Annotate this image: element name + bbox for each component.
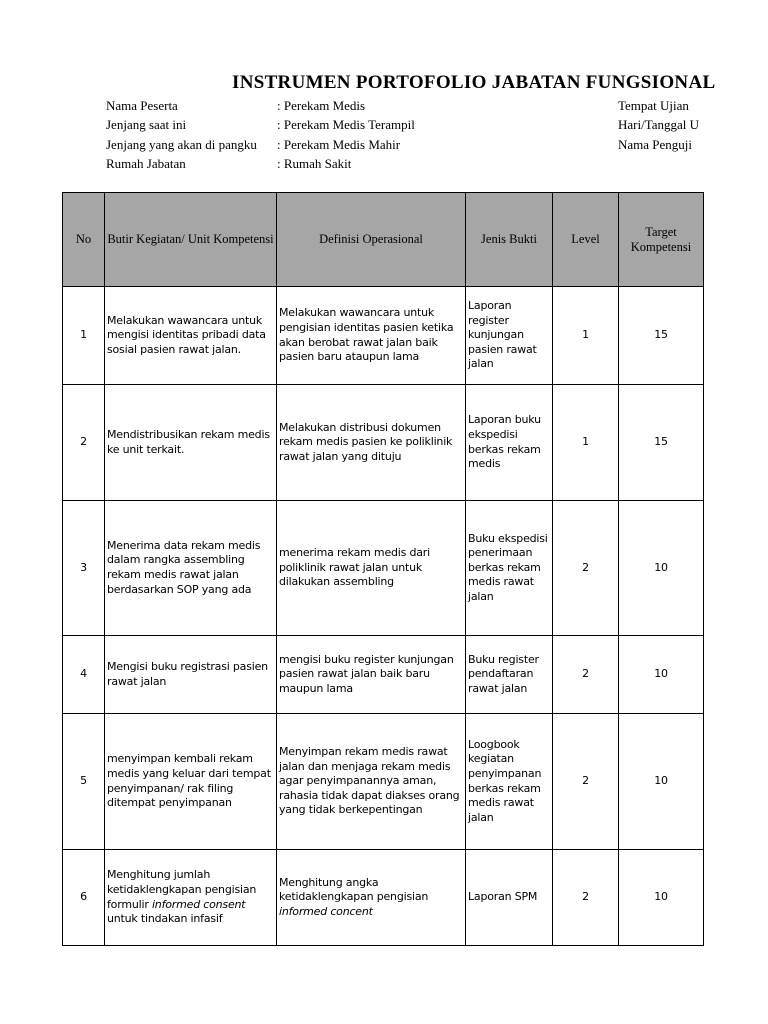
row-jenis-bukti: Buku register pendaftaran rawat jalan: [466, 636, 553, 714]
info-value-rumah-jabatan: : Rumah Sakit: [277, 155, 352, 171]
row-definisi: Melakukan distribusi dokumen rekam medis pasien ke poliklinik rawat jalan yang dituju: [277, 385, 466, 501]
row-jenis-bukti: Buku ekspedisi penerimaan berkas rekam medis rawat jalan: [466, 501, 553, 636]
row-level: 1: [553, 287, 619, 385]
row-butir: Menerima data rekam medis dalam rangka assembling rekam medis rawat jalan berdasarkan SOP yang ada: [105, 501, 277, 636]
row-target: 15: [619, 385, 704, 501]
row-no: 4: [63, 636, 105, 714]
row-definisi: Menyimpan rekam medis rawat jalan dan menjaga rekam medis agar penyimpanannya aman, rahasia tidak dapat diakses orang yang tidak berkepentingan: [277, 714, 466, 850]
row-no: 5: [63, 714, 105, 850]
row-definisi: mengisi buku register kunjungan pasien rawat jalan baik baru maupun lama: [277, 636, 466, 714]
info-label-rumah-jabatan: Rumah Jabatan: [106, 155, 186, 171]
info-value-jenjang-akan: : Perekam Medis Mahir: [277, 136, 401, 152]
row-jenis-bukti: Laporan buku ekspedisi berkas rekam medis: [466, 385, 553, 501]
row-definisi: Menghitung angka ketidaklengkapan pengisian informed concent: [277, 850, 466, 946]
row-no: 1: [63, 287, 105, 385]
row-jenis-bukti: Loogbook kegiatan penyimpanan berkas rekam medis rawat jalan: [466, 714, 553, 850]
table-header-row: [63, 193, 704, 287]
exam-info-labels: [618, 96, 768, 154]
row-definisi: menerima rekam medis dari poliklinik rawat jalan untuk dilakukan assembling: [277, 501, 466, 636]
row-level: 1: [553, 385, 619, 501]
row-level: 2: [553, 850, 619, 946]
row-butir: Mendistribusikan rekam medis ke unit terkait.: [105, 385, 277, 501]
row-butir: Mengisi buku registrasi pasien rawat jalan: [105, 636, 277, 714]
header-butir-kegiatan: Butir Kegiatan/ Unit Kompetensi: [105, 193, 277, 287]
info-label-nama-peserta: Nama Peserta: [106, 98, 178, 113]
header-definisi-operasional: Definisi Operasional: [277, 193, 466, 287]
info-label-jenjang-saat-ini: Jenjang saat ini: [106, 117, 187, 133]
row-level: 2: [553, 636, 619, 714]
row-butir: Melakukan wawancara untuk mengisi identitas pribadi data sosial pasien rawat jalan.: [105, 287, 277, 385]
portfolio-table: [62, 192, 704, 946]
row-target: 10: [619, 636, 704, 714]
table-row: [63, 501, 704, 636]
header-no: No: [63, 193, 105, 287]
row-level: 2: [553, 714, 619, 850]
row-no: 3: [63, 501, 105, 636]
row-jenis-bukti: Laporan SPM: [466, 850, 553, 946]
header-level: Level: [553, 193, 619, 287]
row-definisi: Melakukan wawancara untuk pengisian identitas pasien ketika akan berobat rawat jalan baik pasien baru ataupun lama: [277, 287, 466, 385]
row-butir: menyimpan kembali rekam medis yang keluar dari tempat penyimpanan/ rak filing ditempat penyimpanan: [105, 714, 277, 850]
info-value-jenjang-saat-ini: : Perekam Medis Terampil: [277, 117, 415, 133]
participant-labels: [106, 96, 257, 173]
row-target: 10: [619, 501, 704, 636]
header-target-kompetensi: Target Kompetensi: [619, 193, 704, 287]
info-label-jenjang-akan: Jenjang yang akan di pangku: [106, 136, 257, 152]
row-no: 6: [63, 850, 105, 946]
participant-values: [277, 96, 415, 173]
document-title: INSTRUMEN PORTOFOLIO JABATAN FUNGSIONAL: [232, 72, 716, 93]
row-target: 10: [619, 850, 704, 946]
table-row: [63, 636, 704, 714]
table-row: [63, 714, 704, 850]
table-row: [63, 287, 704, 385]
row-no: 2: [63, 385, 105, 501]
table-row: [63, 850, 704, 946]
row-jenis-bukti: Laporan register kunjungan pasien rawat jalan: [466, 287, 553, 385]
info-value-nama-peserta: : Perekam Medis: [277, 98, 366, 113]
row-target: 10: [619, 714, 704, 850]
row-level: 2: [553, 501, 619, 636]
row-target: 15: [619, 287, 704, 385]
table-row: [63, 385, 704, 501]
header-jenis-bukti: Jenis Bukti: [466, 193, 553, 287]
info-label-hari-tanggal: Hari/Tanggal U: [618, 117, 700, 133]
row-butir: Menghitung jumlah ketidaklengkapan pengisian formulir informed consent untuk tindakan infasif: [105, 850, 277, 946]
info-label-nama-penguji: Nama Penguji: [618, 136, 693, 152]
info-label-tempat-ujian: Tempat Ujian: [618, 98, 689, 113]
